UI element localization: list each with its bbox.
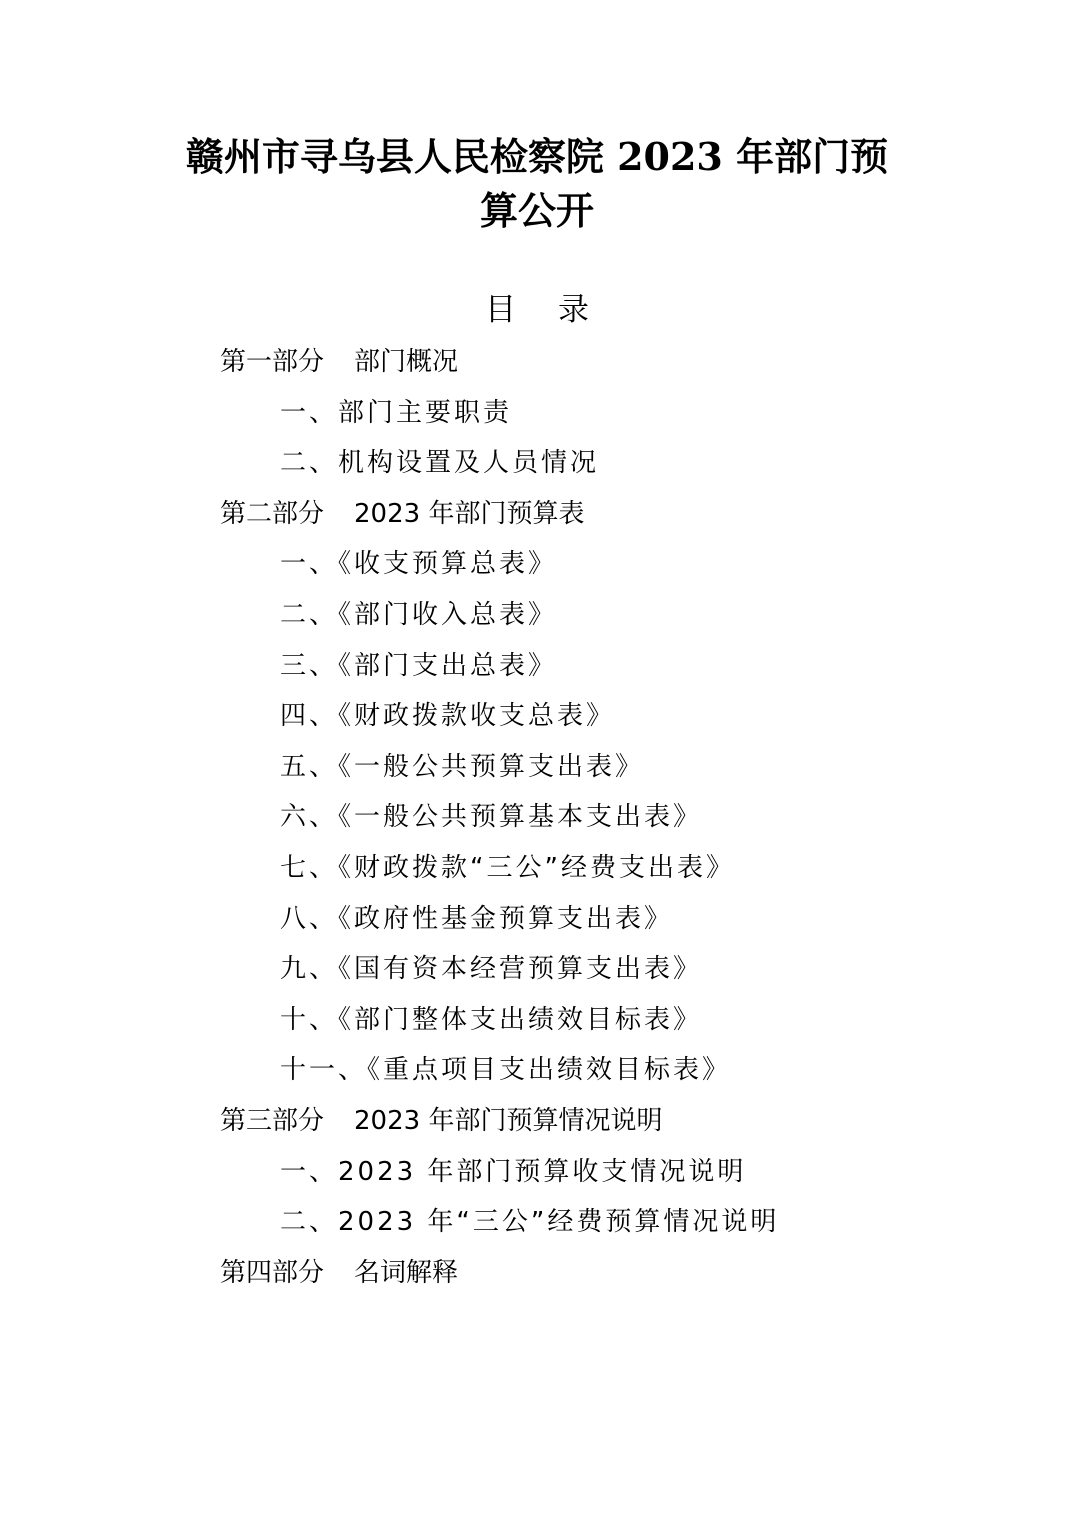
- toc-heading: [0, 288, 1074, 332]
- toc-part-title: 名词解释: [354, 1257, 459, 1288]
- toc-part-label: 第一部分: [220, 347, 325, 377]
- document-title-line-1: 赣州市寻乌县人民检察院 2023 年部门预: [185, 134, 889, 179]
- toc-heading-char-2: 录: [558, 292, 589, 328]
- toc-part-title: 2023 年部门预算表: [354, 498, 585, 529]
- toc-part-label: 第二部分: [220, 498, 325, 529]
- toc-item[interactable]: 十一、《重点项目支出绩效目标表》: [280, 1055, 732, 1086]
- toc-item[interactable]: 二、2023 年“三公”经费预算情况说明: [280, 1207, 780, 1238]
- toc-item[interactable]: 十、《部门整体支出绩效目标表》: [280, 1004, 703, 1035]
- toc-item[interactable]: 二、机构设置及人员情况: [280, 448, 600, 479]
- toc-heading-char-1: 目: [485, 292, 516, 328]
- table-of-contents: [220, 337, 980, 1298]
- toc-item[interactable]: 九、《国有资本经营预算支出表》: [280, 954, 703, 985]
- toc-part-title: 2023 年部门预算情况说明: [354, 1105, 663, 1136]
- toc-item[interactable]: 二、《部门收入总表》: [280, 599, 558, 630]
- toc-part-label: 第三部分: [220, 1105, 325, 1136]
- toc-item[interactable]: 一、2023 年部门预算收支情况说明: [280, 1156, 747, 1187]
- toc-part-2[interactable]: [220, 489, 980, 540]
- toc-item[interactable]: 五、《一般公共预算支出表》: [280, 751, 645, 782]
- toc-item[interactable]: 七、《财政拨款“三公”经费支出表》: [280, 852, 735, 883]
- toc-item[interactable]: 四、《财政拨款收支总表》: [280, 701, 616, 732]
- toc-item[interactable]: 八、《政府性基金预算支出表》: [280, 903, 674, 934]
- toc-part-1[interactable]: [220, 337, 980, 388]
- toc-part-4[interactable]: [220, 1248, 980, 1299]
- document-title-line-2: 算公开: [479, 188, 594, 233]
- toc-part-3[interactable]: [220, 1096, 980, 1147]
- toc-item[interactable]: 一、《收支预算总表》: [280, 549, 558, 580]
- toc-item[interactable]: 三、《部门支出总表》: [280, 650, 558, 681]
- toc-item[interactable]: 一、部门主要职责: [280, 397, 513, 428]
- toc-item[interactable]: 六、《一般公共预算基本支出表》: [280, 802, 703, 833]
- toc-part-title: 部门概况: [354, 347, 459, 377]
- toc-part-label: 第四部分: [220, 1257, 325, 1288]
